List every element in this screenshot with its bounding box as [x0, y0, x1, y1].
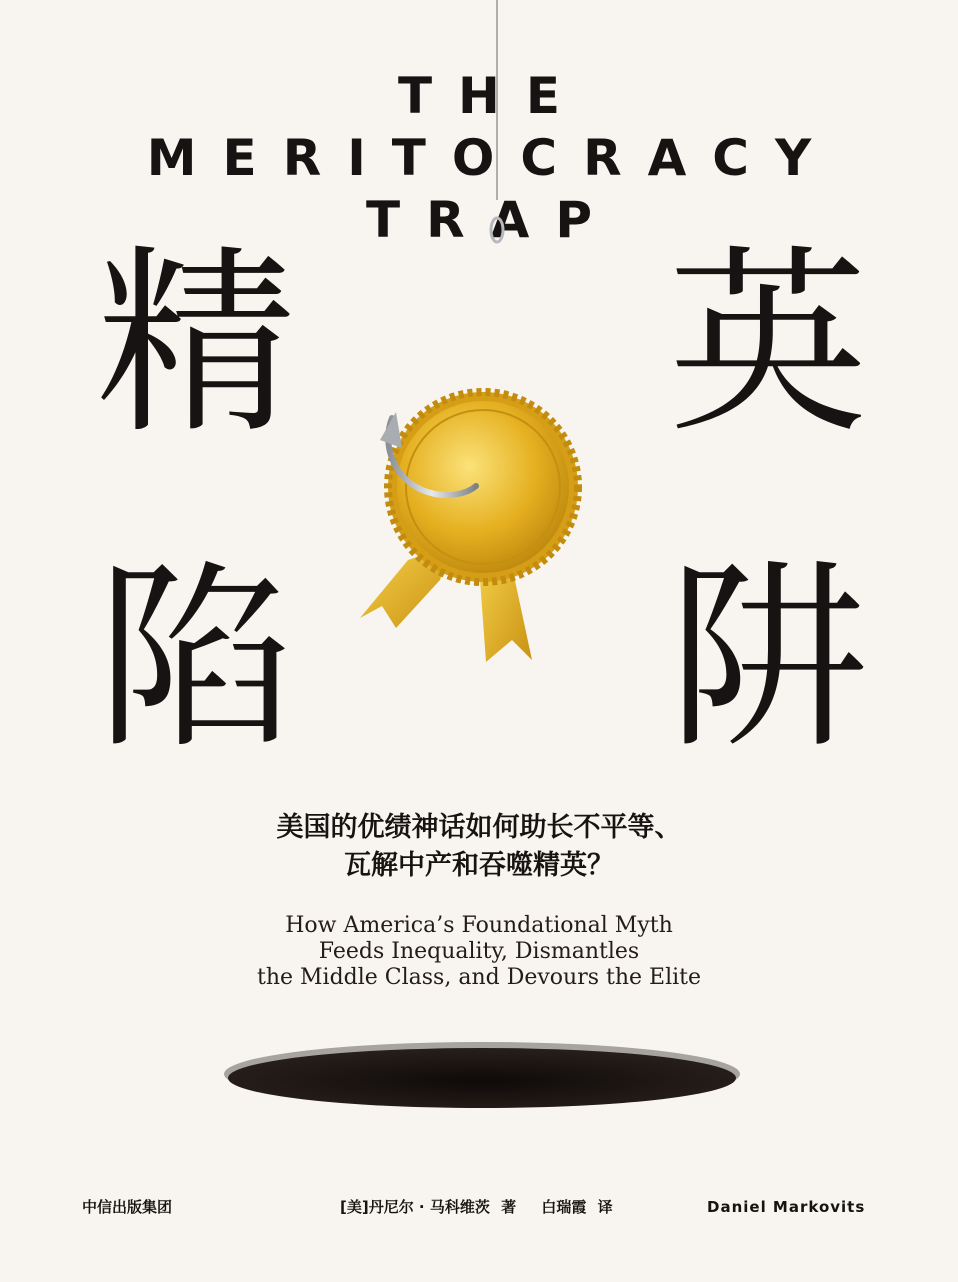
- title-cn-char-4: 阱: [668, 543, 869, 776]
- title-en-line-3: TRAP: [366, 191, 618, 249]
- title-cn-char-2: 英: [668, 228, 869, 461]
- subtitle-en-line-1: How America’s Foundational Myth: [285, 913, 673, 938]
- translator-role: 译: [597, 1198, 613, 1216]
- translator-name: 白瑞霞: [541, 1198, 587, 1216]
- author-cn: [美]丹尼尔 · 马科维茨: [340, 1198, 490, 1216]
- author-credits: [340, 1197, 619, 1217]
- black-hole-pit-icon: [224, 1042, 740, 1108]
- subtitle-en-line-3: the Middle Class, and Devours the Elite: [256, 965, 702, 990]
- publisher-name: 中信出版集团: [82, 1198, 173, 1216]
- title-en-line-2: MERITOCRACY: [146, 129, 838, 187]
- title-cn-char-1: 精: [96, 228, 297, 461]
- subtitle-cn-line-1: 美国的优绩神话如何助长不平等、: [276, 812, 682, 843]
- subtitle-en-line-2: Feeds Inequality, Dismantles: [318, 939, 640, 964]
- title-en-line-1: THE: [397, 67, 587, 125]
- title-cn-char-3: 陷: [96, 543, 297, 776]
- author-en: Daniel Markovits: [707, 1198, 866, 1216]
- author-role: 著: [501, 1198, 517, 1216]
- subtitle-cn-line-2: 瓦解中产和吞噬精英？: [344, 850, 614, 881]
